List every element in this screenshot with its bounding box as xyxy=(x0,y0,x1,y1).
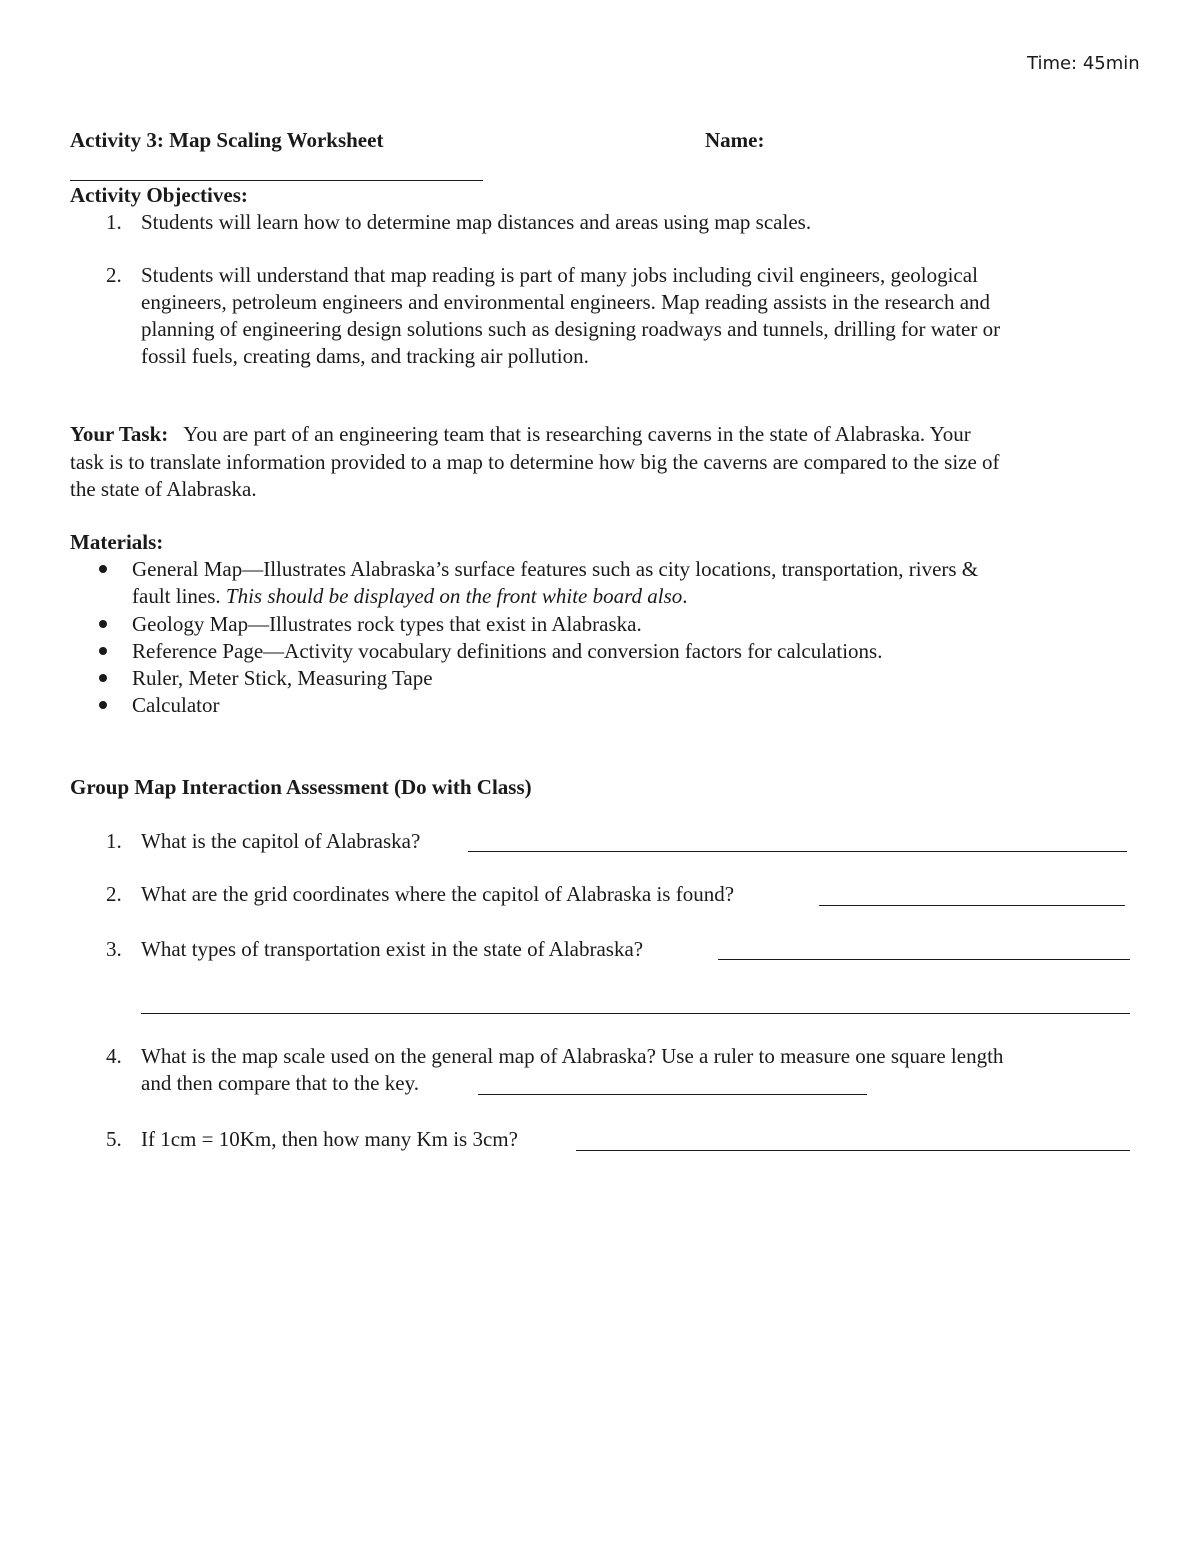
name-label: Name: xyxy=(705,128,765,152)
task-paragraph-line: the state of Alabraska. xyxy=(70,477,257,501)
bullet-icon xyxy=(99,701,107,709)
answer-line[interactable] xyxy=(718,959,1130,960)
question-number: 4. xyxy=(106,1044,122,1068)
question-text: What is the capitol of Alabraska? xyxy=(141,829,421,853)
objectives-heading: Activity Objectives: xyxy=(70,183,248,207)
bullet-icon xyxy=(99,620,107,628)
answer-line[interactable] xyxy=(819,905,1125,906)
task-text: You are part of an engineering team that is researching caverns in the state of Alabraska. Your xyxy=(183,422,971,446)
task-paragraph-line: task is to translate information provided to a map to determine how big the caverns are compared to the size of xyxy=(70,450,1000,474)
material-item: Geology Map—Illustrates rock types that exist in Alabraska. xyxy=(132,612,642,636)
objective-text: Students will learn how to determine map distances and areas using map scales. xyxy=(141,210,812,234)
question-text: and then compare that to the key. xyxy=(141,1071,419,1095)
objective-text: engineers, petroleum engineers and environmental engineers. Map reading assists in the research and xyxy=(141,290,991,314)
question-number: 3. xyxy=(106,937,122,961)
question-text: What are the grid coordinates where the capitol of Alabraska is found? xyxy=(141,882,735,906)
question-number: 1. xyxy=(106,829,122,853)
objective-number: 1. xyxy=(106,210,122,234)
material-item: General Map—Illustrates Alabraska’s surface features such as city locations, transportation, rivers & xyxy=(132,557,979,581)
task-label: Your Task: xyxy=(70,422,169,446)
objective-number: 2. xyxy=(106,263,122,287)
answer-line[interactable] xyxy=(576,1150,1130,1151)
answer-line[interactable] xyxy=(478,1094,867,1095)
objective-text: fossil fuels, creating dams, and tracking air pollution. xyxy=(141,344,589,368)
material-item: Reference Page—Activity vocabulary definitions and conversion factors for calculations. xyxy=(132,639,883,663)
question-text: If 1cm = 10Km, then how many Km is 3cm? xyxy=(141,1127,518,1151)
material-item-continuation: fault lines. This should be displayed on the front white board also. xyxy=(132,584,688,608)
question-number: 5. xyxy=(106,1127,122,1151)
question-text: What is the map scale used on the general map of Alabraska? Use a ruler to measure one square length xyxy=(141,1044,1004,1068)
objective-text: Students will understand that map reading is part of many jobs including civil engineers, geological xyxy=(141,263,978,287)
objective-text: planning of engineering design solutions such as designing roadways and tunnels, drilling for water or xyxy=(141,317,1001,341)
task-paragraph-line xyxy=(70,422,971,447)
material-item: Ruler, Meter Stick, Measuring Tape xyxy=(132,666,433,690)
bullet-icon xyxy=(99,674,107,682)
worksheet-title: Activity 3: Map Scaling Worksheet xyxy=(70,128,384,152)
material-item: Calculator xyxy=(132,693,220,717)
assessment-heading: Group Map Interaction Assessment (Do with Class) xyxy=(70,775,532,799)
answer-line[interactable] xyxy=(141,1013,1130,1014)
materials-heading: Materials: xyxy=(70,530,164,554)
question-text: What types of transportation exist in the state of Alabraska? xyxy=(141,937,644,961)
material-note: This should be displayed on the front white board also xyxy=(225,584,683,608)
bullet-icon xyxy=(99,647,107,655)
answer-line[interactable] xyxy=(468,851,1127,852)
name-underline xyxy=(70,180,483,181)
time-label: Time: 45min xyxy=(1027,53,1140,74)
bullet-icon xyxy=(99,565,107,573)
question-number: 2. xyxy=(106,882,122,906)
